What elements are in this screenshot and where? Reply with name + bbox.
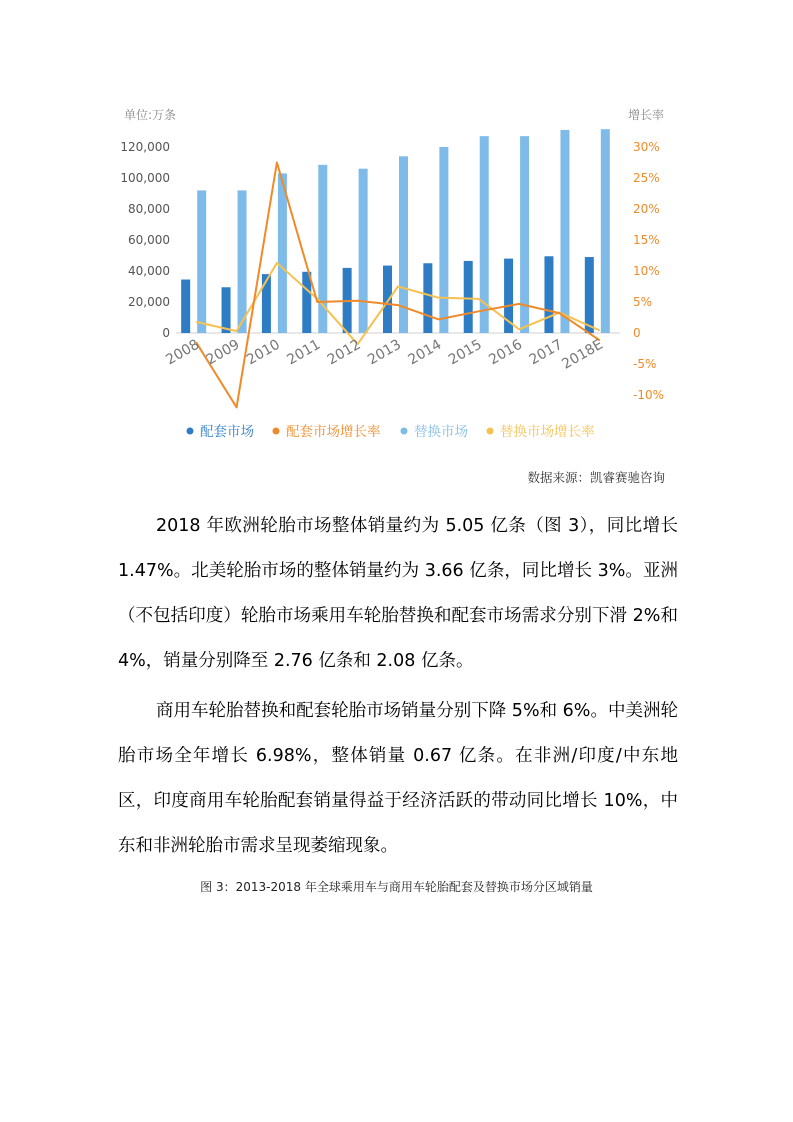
bar-oe-2008 (181, 280, 190, 333)
bar-oe-2015 (464, 261, 473, 333)
bar-replacement-2017 (560, 130, 569, 333)
line-replacement-growth (196, 263, 600, 344)
x-tick-label: 2017 (526, 336, 566, 369)
right-tick-label: 20% (633, 202, 660, 216)
line-oe-growth (196, 163, 600, 408)
right-unit-label: 增长率 (627, 108, 664, 122)
left-tick-label: 100,000 (120, 171, 170, 185)
x-tick-label: 2018E (559, 336, 606, 373)
x-tick-label: 2016 (486, 336, 526, 369)
bar-oe-2014 (423, 263, 432, 333)
figure-caption: 图 3：2013-2018 年全球乘用车与商用车轮胎配套及替换市场分区域销量 (200, 880, 593, 894)
data-source: 数据来源：凯睿赛驰咨询 (527, 470, 665, 485)
left-tick-label: 80,000 (128, 202, 170, 216)
paragraph-1: 2018 年欧洲轮胎市场整体销量约为 5.05 亿条（图 3），同比增长 1.47%。北美轮胎市场的整体销量约为 3.66 亿条，同比增长 3%。亚洲（不包括印度）轮胎市场乘用车轮胎替换和配套市场需求分别下滑 2%和 4%，销量分别降至 2.76 亿条和 2.08 亿条。 (118, 516, 678, 671)
legend-marker (187, 428, 194, 435)
legend-marker (273, 428, 280, 435)
bar-oe-2013 (383, 266, 392, 333)
left-unit-label: 单位:万条 (124, 108, 177, 122)
legend-label: 配套市场增长率 (286, 424, 381, 440)
x-tick-label: 2011 (284, 336, 324, 369)
x-tick-label: 2015 (445, 336, 485, 369)
x-tick-label: 2008 (163, 336, 203, 369)
bar-oe-2018E (585, 257, 594, 333)
x-tick-label: 2013 (365, 336, 404, 369)
left-tick-label: 120,000 (120, 140, 170, 154)
right-tick-label: 5% (633, 295, 653, 309)
tire-market-chart (0, 0, 793, 460)
bar-replacement-2008 (197, 190, 206, 333)
bar-replacement-2010 (278, 173, 287, 333)
legend-label: 替换市场增长率 (500, 424, 595, 440)
right-tick-label: 15% (633, 233, 660, 247)
bar-replacement-2014 (439, 147, 448, 333)
x-tick-label: 2014 (405, 336, 445, 369)
x-tick-label: 2012 (324, 336, 364, 369)
legend-label: 配套市场 (200, 424, 254, 440)
right-tick-label: -10% (633, 388, 665, 402)
x-tick-label: 2009 (203, 336, 243, 369)
legend-marker (401, 428, 408, 435)
x-tick-label: 2010 (244, 336, 283, 369)
paragraph-2: 商用车轮胎替换和配套轮胎市场销量分别下降 5%和 6%。中美洲轮胎市场全年增长 6.98%，整体销量 0.67 亿条。在非洲/印度/中东地区，印度商用车轮胎配套销量得益于经济活跃的带动同比增长 10%，中东和非洲轮胎市需求呈现萎缩现象。 (118, 701, 678, 856)
right-tick-label: -5% (633, 357, 657, 371)
bar-replacement-2018E (601, 129, 610, 333)
right-tick-label: 10% (633, 264, 660, 278)
bar-replacement-2009 (238, 190, 247, 333)
bar-replacement-2012 (359, 169, 368, 333)
left-tick-label: 60,000 (128, 233, 170, 247)
bar-oe-2009 (222, 287, 231, 333)
legend-label: 替换市场 (414, 424, 468, 440)
bar-oe-2011 (302, 272, 311, 333)
right-tick-label: 25% (633, 171, 660, 185)
right-tick-label: 0 (633, 326, 641, 340)
bar-oe-2010 (262, 274, 271, 333)
bar-oe-2017 (544, 256, 553, 333)
left-tick-label: 20,000 (128, 295, 170, 309)
left-tick-label: 0 (162, 326, 170, 340)
legend-marker (487, 428, 494, 435)
left-tick-label: 40,000 (128, 264, 170, 278)
right-tick-label: 30% (633, 140, 660, 154)
